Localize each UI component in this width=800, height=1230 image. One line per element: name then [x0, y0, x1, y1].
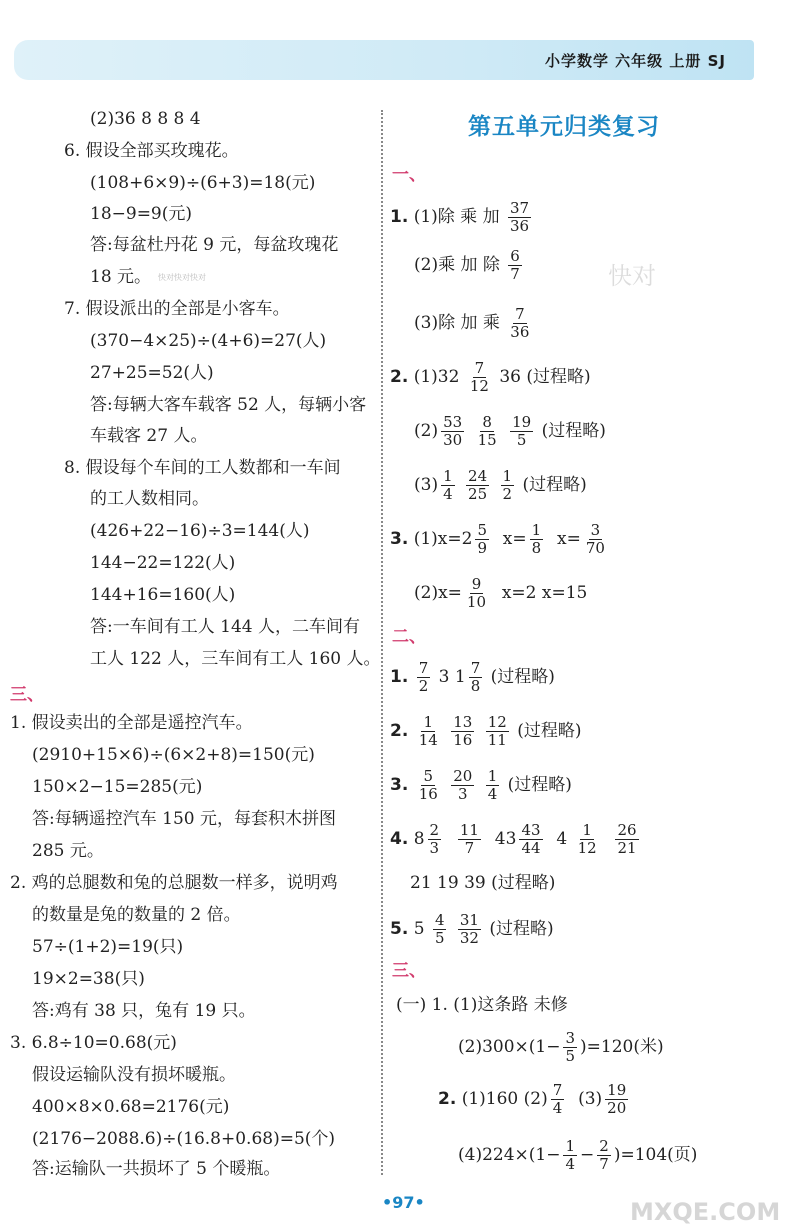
header-label: 小学数学 六年级 上册 SJ — [544, 52, 726, 70]
answer-row: 21 19 39 (过程略) — [410, 873, 556, 893]
unit-title: 第五单元归类复习 — [468, 114, 660, 140]
text-line: (2910+15×6)÷(6×2+8)=150(元) — [32, 745, 315, 765]
text-line: 57÷(1+2)=19(只) — [32, 937, 184, 957]
text-line: 车载客 27 人。 — [90, 426, 208, 446]
answer-row: (2)x= $\frac{9}{10}$ x=2 x=15 — [414, 575, 588, 611]
answer-row: 4. 8 $\frac{2}{3}$ $\frac{11}{7}$ 43 $\frac{43}{44}$ 4 $\frac{1}{12}$ $\frac{26}{21}$ — [390, 821, 637, 857]
text-line: 27+25=52(人) — [90, 363, 214, 383]
text-line: 假设运输队没有损坏暖瓶。 — [32, 1065, 236, 1085]
problem-1: 1. 假设卖出的全部是遥控汽车。 — [10, 713, 253, 733]
answer-row: (2)300×(1− $\frac{3}{5}$ )=120(米) — [458, 1029, 664, 1065]
text-line: 答:一车间有工人 144 人，二车间有 — [90, 617, 360, 637]
text-line: 18−9=9(元) — [90, 204, 193, 224]
section-heading: 三、 — [392, 961, 426, 981]
problem-3: 3. 6.8÷10=0.68(元) — [10, 1033, 177, 1053]
problem-8: 8. 假设每个车间的工人数都和一车间 — [64, 458, 341, 478]
section-heading: 二、 — [392, 627, 426, 647]
answer-row: 2. (1)160 (2) $\frac{7}{4}$ (3) $\frac{19}{20}$ — [438, 1081, 627, 1117]
answer-row: (2) $\frac{53}{30}$ $\frac{8}{15}$ $\frac{19}{5}$ (过程略) — [414, 413, 606, 449]
header-banner — [14, 40, 754, 80]
text-line: 144+16=160(人) — [90, 585, 236, 605]
text-line: 19×2=38(只) — [32, 969, 145, 989]
answer-row: (一) 1. (1)这条路 未修 — [396, 995, 568, 1015]
watermark-stamp: 快对 — [608, 262, 656, 290]
answer-row: 3. $\frac{5}{16}$ $\frac{20}{3}$ $\frac{1}{4}$ (过程略) — [390, 767, 572, 803]
text-line: (2176−2088.6)÷(16.8+0.68)=5(个) — [32, 1129, 336, 1149]
answer-row: 1. $\frac{7}{2}$ 3 1 $\frac{7}{8}$ (过程略) — [390, 659, 555, 695]
answer-row: 2. $\frac{1}{14}$ $\frac{13}{16}$ $\frac{12}{11}$ (过程略) — [390, 713, 582, 749]
text-line: (108+6×9)÷(6+3)=18(元) — [90, 173, 316, 193]
problem-2: 2. 鸡的总腿数和兔的总腿数一样多，说明鸡 — [10, 873, 338, 893]
answer-row: 2. (1)32 $\frac{7}{12}$ 36 (过程略) — [390, 359, 591, 395]
watermark-small: 快对快对快对 — [158, 273, 206, 282]
text-line: 285 元。 — [32, 841, 104, 861]
text-line: 的工人数相同。 — [90, 489, 209, 509]
text-line: 工人 122 人，三车间有工人 160 人。 — [90, 649, 381, 669]
problem-6: 6. 假设全部买玫瑰花。 — [64, 141, 239, 161]
text-line: 答:运输队一共损坏了 5 个暖瓶。 — [32, 1159, 281, 1179]
answer-row: (2)乘 加 除 $\frac{6}{7}$ — [414, 247, 520, 283]
text-line: 18 元。 — [90, 267, 152, 287]
answer-row: (3)除 加 乘 $\frac{7}{36}$ — [414, 305, 530, 341]
section-heading: 三、 — [10, 685, 44, 705]
text-line: (370−4×25)÷(4+6)=27(人) — [90, 331, 327, 351]
text-line: 的数量是兔的数量的 2 倍。 — [32, 905, 241, 925]
answer-row: 5. 5 $\frac{4}{5}$ $\frac{31}{32}$ (过程略) — [390, 911, 554, 947]
text-line: 答:鸡有 38 只，兔有 19 只。 — [32, 1001, 256, 1021]
page-number: •97• — [382, 1193, 425, 1212]
answer-row: (4)224×(1− $\frac{1}{4}$ − $\frac{2}{7}$ )=104(页) — [458, 1137, 698, 1173]
watermark-site: MXQE.COM — [630, 1198, 781, 1226]
text-line: (2)36 8 8 8 4 — [90, 109, 201, 129]
answer-row: (3) $\frac{1}{4}$ $\frac{24}{25}$ $\frac{1}{2}$ (过程略) — [414, 467, 587, 503]
answer-row: 3. (1)x=2 $\frac{5}{9}$ x= $\frac{1}{8}$ x= $\frac{3}{70}$ — [390, 521, 605, 557]
text-line: (426+22−16)÷3=144(人) — [90, 521, 310, 541]
text-line: 150×2−15=285(元) — [32, 777, 203, 797]
answer-row: 1. (1)除 乘 加 $\frac{37}{36}$ — [390, 199, 530, 235]
section-heading: 一、 — [392, 165, 426, 185]
column-divider — [381, 110, 383, 1175]
text-line: 400×8×0.68=2176(元) — [32, 1097, 230, 1117]
text-line: 答:每盆杜丹花 9 元，每盆玫瑰花 — [90, 235, 339, 255]
text-line: 答:每辆大客车载客 52 人，每辆小客 — [90, 395, 367, 415]
text-line: 答:每辆遥控汽车 150 元，每套积木拼图 — [32, 809, 336, 829]
problem-7: 7. 假设派出的全部是小客车。 — [64, 299, 290, 319]
text-line: 144−22=122(人) — [90, 553, 236, 573]
